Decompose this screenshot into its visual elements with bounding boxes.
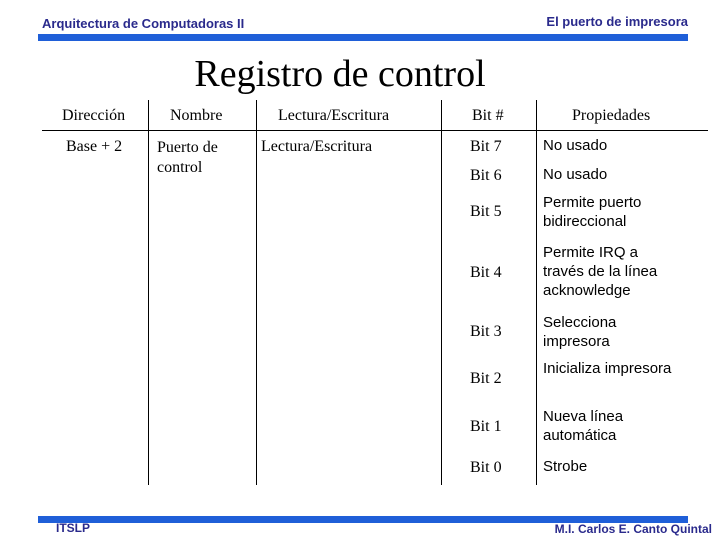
- column-divider: [256, 100, 257, 485]
- column-divider: [536, 100, 537, 485]
- lectura-value: Lectura/Escritura: [261, 138, 373, 155]
- bit-label: Bit 3: [470, 323, 502, 340]
- bit-label: Bit 6: [470, 167, 502, 184]
- bit-label: Bit 0: [470, 459, 502, 476]
- bit-property: Inicializa impresora: [543, 360, 672, 377]
- nombre-value: Puerto de control: [157, 139, 218, 176]
- section-title: El puerto de impresora: [546, 14, 688, 29]
- direccion-value: Base + 2: [66, 138, 123, 155]
- bit-property: Permite puerto bidireccional: [543, 194, 642, 230]
- column-divider: [148, 100, 149, 485]
- column-divider: [441, 100, 442, 485]
- bit-label: Bit 5: [470, 203, 502, 220]
- header-nombre: Nombre: [170, 107, 223, 124]
- bit-property: Nueva línea automática: [543, 408, 624, 444]
- bit-property: Strobe: [543, 458, 588, 475]
- slide-title: Registro de control: [194, 53, 486, 95]
- header-bit: Bit #: [472, 107, 504, 124]
- header-rule: [42, 130, 708, 131]
- header-propiedades: Propiedades: [572, 107, 651, 124]
- bit-label: Bit 2: [470, 370, 502, 387]
- bit-label: Bit 7: [470, 138, 502, 155]
- bit-property: No usado: [543, 137, 608, 154]
- top-divider-bar: [38, 34, 688, 41]
- bit-property: Selecciona impresora: [543, 314, 617, 350]
- bit-property: No usado: [543, 166, 608, 183]
- bit-label: Bit 4: [470, 264, 502, 281]
- bit-property: Permite IRQ a través de la línea acknowledge: [543, 244, 658, 299]
- header-lectura: Lectura/Escritura: [278, 107, 390, 124]
- course-title: Arquitectura de Computadoras II: [42, 16, 245, 31]
- institution-label: ITSLP: [56, 521, 91, 535]
- author-label: M.I. Carlos E. Canto Quintal: [554, 522, 712, 536]
- bit-label: Bit 1: [470, 418, 502, 435]
- header-direccion: Dirección: [62, 107, 126, 124]
